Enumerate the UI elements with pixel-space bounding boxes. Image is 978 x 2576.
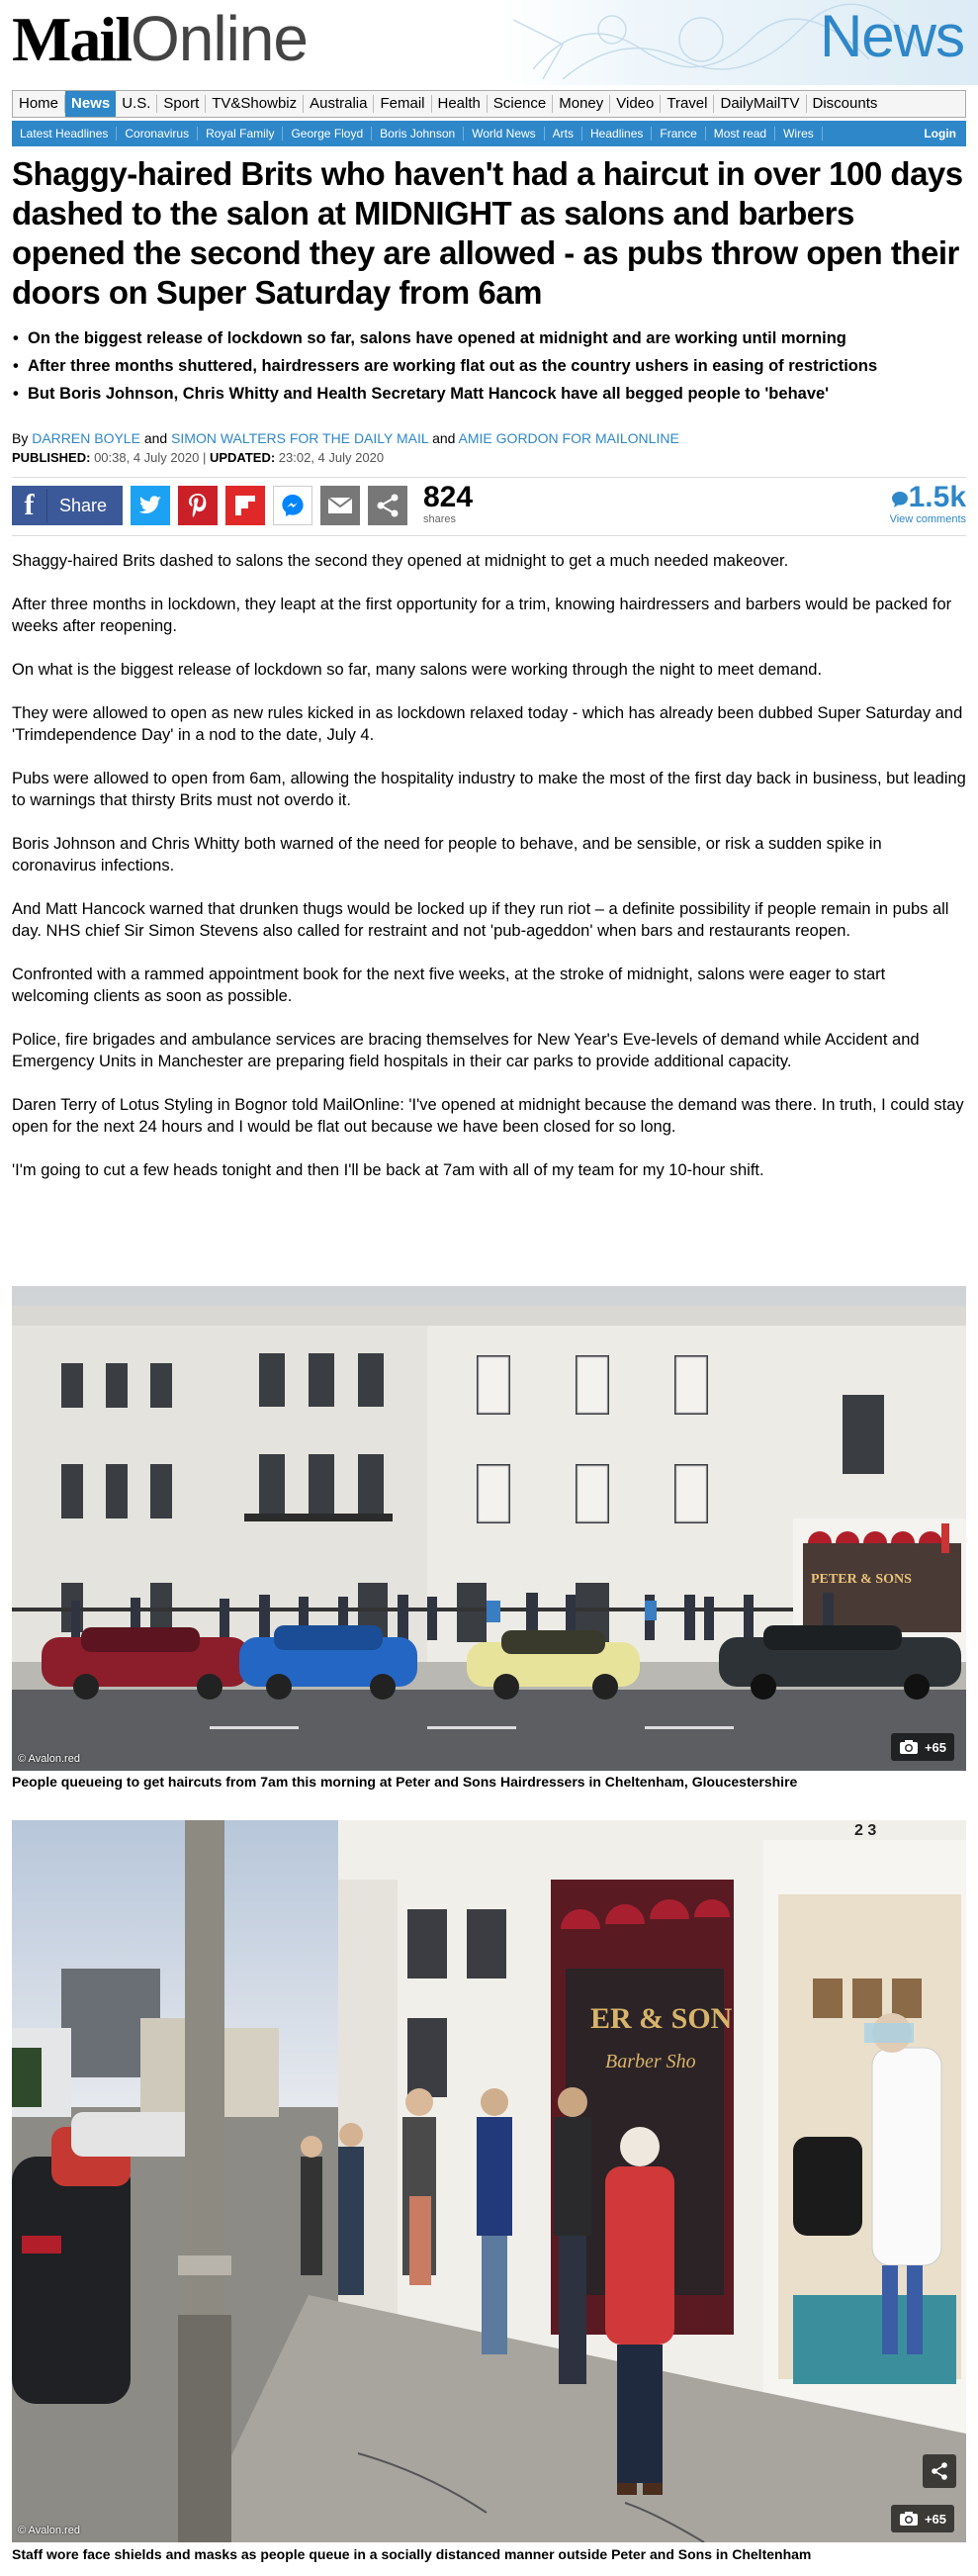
article-body	[12, 550, 966, 1203]
email-share-button[interactable]	[320, 486, 360, 525]
subnav-latest-headlines[interactable]: Latest Headlines	[12, 127, 117, 140]
flipboard-share-button[interactable]	[225, 486, 265, 525]
flipboard-icon	[233, 494, 257, 517]
article-image-barber-shop[interactable]	[12, 1820, 966, 2542]
share-nodes-icon	[930, 2461, 949, 2481]
share-count: 824	[423, 481, 474, 513]
section-title[interactable]: News	[819, 3, 964, 69]
nav-item-us[interactable]: U.S.	[116, 95, 157, 113]
author-link[interactable]: DARREN BOYLE	[32, 430, 140, 446]
comment-count: 1.5k	[908, 481, 966, 513]
article-paragraph: Pubs were allowed to open from 6am, allowing the hospitality industry to make the most of the first day back in business, but leading to warnings that thirsty Brits must not overdo it.	[12, 770, 966, 809]
article-paragraph: Daren Terry of Lotus Styling in Bognor told MailOnline: 'I've opened at midnight because the demand was there. In truth, I could stay open for the next 24 hours and I would be flat out because we have been closed for so long.	[12, 1096, 964, 1136]
subnav-coronavirus[interactable]: Coronavirus	[117, 127, 198, 140]
article-paragraph: They were allowed to open as new rules kicked in as lockdown relaxed today - which has already been dubbed Super Saturday and 'Trimdependence Day' in a nod to the date, July 4.	[12, 704, 963, 744]
nav-item-health[interactable]: Health	[432, 95, 488, 113]
subnav-arts[interactable]: Arts	[545, 127, 582, 140]
share-bar	[12, 477, 966, 536]
publish-dates: PUBLISHED: 00:38, 4 July 2020 | UPDATED: 23:02, 4 July 2020	[12, 450, 385, 465]
article-paragraph: Shaggy-haired Brits dashed to salons the second they opened at midnight to get a much needed makeover.	[12, 552, 789, 570]
nav-item-australia[interactable]: Australia	[304, 95, 374, 113]
article-summary-bullets	[12, 326, 966, 410]
photo-credit: © Avalon.red	[18, 2525, 80, 2536]
nav-item-discounts[interactable]: Discounts	[812, 95, 878, 112]
nav-item-femail[interactable]: Femail	[374, 95, 431, 113]
twitter-icon	[138, 496, 162, 515]
view-comments-link[interactable]: View comments	[889, 513, 966, 525]
masthead	[0, 0, 978, 85]
nav-item-tvshowbiz[interactable]: TV&Showbiz	[206, 95, 304, 113]
nav-item-science[interactable]: Science	[488, 95, 553, 113]
image-caption: People queueing to get haircuts from 7am this morning at Peter and Sons Hairdressers in Cheltenham, Gloucestershire	[12, 1774, 798, 1790]
shop-sign-text: ER & SON	[590, 2002, 733, 2035]
article-paragraph: Police, fire brigades and ambulance services are bracing themselves for New Year's Eve-levels of demand while Accident and Emergency Units in Manchester are preparing field hospitals in their car parks to provide additional capacity.	[12, 1031, 920, 1070]
article-headline: Shaggy-haired Brits who haven't had a haircut in over 100 days dashed to the salon at MIDNIGHT as salons and barbers opened the second they are allowed - as pubs throw open their doors on Super Saturday from 6am	[12, 155, 963, 311]
byline: By DARREN BOYLE and SIMON WALTERS FOR THE DAILY MAIL and AMIE GORDON FOR MAILONLINE	[12, 430, 679, 446]
nav-item-sport[interactable]: Sport	[157, 95, 206, 113]
gallery-count: +65	[924, 2511, 946, 2527]
nav-item-travel[interactable]: Travel	[661, 95, 714, 113]
subnav-most-read[interactable]: Most read	[706, 127, 775, 140]
door-number: 2 3	[854, 1822, 877, 1839]
photo-credit: © Avalon.red	[18, 1753, 80, 1765]
pinterest-icon	[187, 493, 209, 518]
subnav-france[interactable]: France	[652, 127, 705, 140]
gallery-button[interactable]	[891, 2505, 954, 2532]
primary-nav	[12, 90, 966, 118]
pinterest-share-button[interactable]	[178, 486, 218, 525]
section-banner	[503, 0, 978, 85]
share-count-label: shares	[423, 513, 457, 525]
author-link[interactable]: SIMON WALTERS FOR THE DAILY MAIL	[171, 430, 429, 446]
author-link[interactable]: AMIE GORDON FOR MAILONLINE	[458, 430, 679, 446]
comment-bubble-icon	[891, 491, 909, 508]
gallery-count: +65	[924, 1739, 946, 1755]
camera-icon	[899, 2511, 919, 2527]
subnav-royal-family[interactable]: Royal Family	[198, 127, 283, 140]
facebook-share-button[interactable]: f Share	[12, 486, 123, 525]
mailonline-logo[interactable]: MailOnline	[12, 3, 308, 74]
article-paragraph: After three months in lockdown, they leapt at the first opportunity for a trim, knowing hairdressers and barbers would be packed for weeks after reopening.	[12, 596, 952, 635]
image-caption: Staff wore face shields and masks as people queue in a socially distanced manner outside Peter and Sons in Cheltenham	[12, 2546, 812, 2562]
subnav-boris-johnson[interactable]: Boris Johnson	[372, 127, 464, 140]
photo-street-queue	[12, 1286, 966, 1771]
subnav-wires[interactable]: Wires	[775, 127, 823, 140]
nav-item-dailymailtv[interactable]: DailyMailTV	[714, 95, 806, 113]
article-paragraph: Boris Johnson and Chris Whitty both warned of the need for people to behave, and be sensible, or risk a sudden spike in coronavirus infections.	[12, 835, 882, 874]
facebook-icon: f	[12, 489, 47, 522]
messenger-icon	[280, 493, 306, 518]
login-link[interactable]: Login	[924, 127, 956, 140]
gallery-button[interactable]	[891, 1733, 954, 1761]
nav-item-news[interactable]: News	[65, 91, 116, 117]
share-nodes-icon	[375, 493, 400, 518]
photo-barber-shop	[12, 1820, 966, 2542]
summary-bullet: • But Boris Johnson, Chris Whitty and Health Secretary Matt Hancock have all begged people to 'behave'	[12, 382, 966, 406]
secondary-nav	[12, 121, 966, 146]
email-icon	[327, 496, 353, 515]
summary-bullet: • After three months shuttered, hairdressers are working flat out as the country ushers in easing of restrictions	[12, 354, 966, 378]
article-paragraph: And Matt Hancock warned that drunken thugs would be locked up if they run riot – a definite possibility if people remain in pubs all day. NHS chief Sir Simon Stevens also called for restraint and not 'pub-ageddon' when bars and restaurants reopen.	[12, 900, 949, 940]
subnav-george-floyd[interactable]: George Floyd	[283, 127, 372, 140]
comments-widget[interactable]	[890, 482, 966, 525]
article-paragraph: 'I'm going to cut a few heads tonight and then I'll be back at 7am with all of my team for my 10-hour shift.	[12, 1161, 764, 1179]
shop-sub-text: Barber Sho	[605, 2051, 696, 2072]
shop-sign-text: PETER & SONS	[811, 1572, 912, 1587]
subnav-headlines[interactable]: Headlines	[582, 127, 652, 140]
article-paragraph: On what is the biggest release of lockdown so far, many salons were working through the night to meet demand.	[12, 661, 823, 679]
twitter-share-button[interactable]	[131, 486, 170, 525]
article-paragraph: Confronted with a rammed appointment book for the next five weeks, at the stroke of midnight, salons were eager to start welcoming clients as soon as possible.	[12, 966, 886, 1005]
nav-item-home[interactable]: Home	[13, 95, 65, 113]
subnav-world-news[interactable]: World News	[464, 127, 544, 140]
image-share-button[interactable]	[923, 2454, 956, 2488]
article-image-queue-street[interactable]	[12, 1286, 966, 1771]
summary-bullet: • On the biggest release of lockdown so far, salons have opened at midnight and are working until morning	[12, 326, 966, 350]
more-share-button[interactable]	[368, 486, 407, 525]
camera-icon	[899, 1739, 919, 1755]
nav-item-money[interactable]: Money	[553, 95, 610, 113]
messenger-share-button[interactable]	[273, 486, 312, 525]
nav-item-video[interactable]: Video	[610, 95, 661, 113]
